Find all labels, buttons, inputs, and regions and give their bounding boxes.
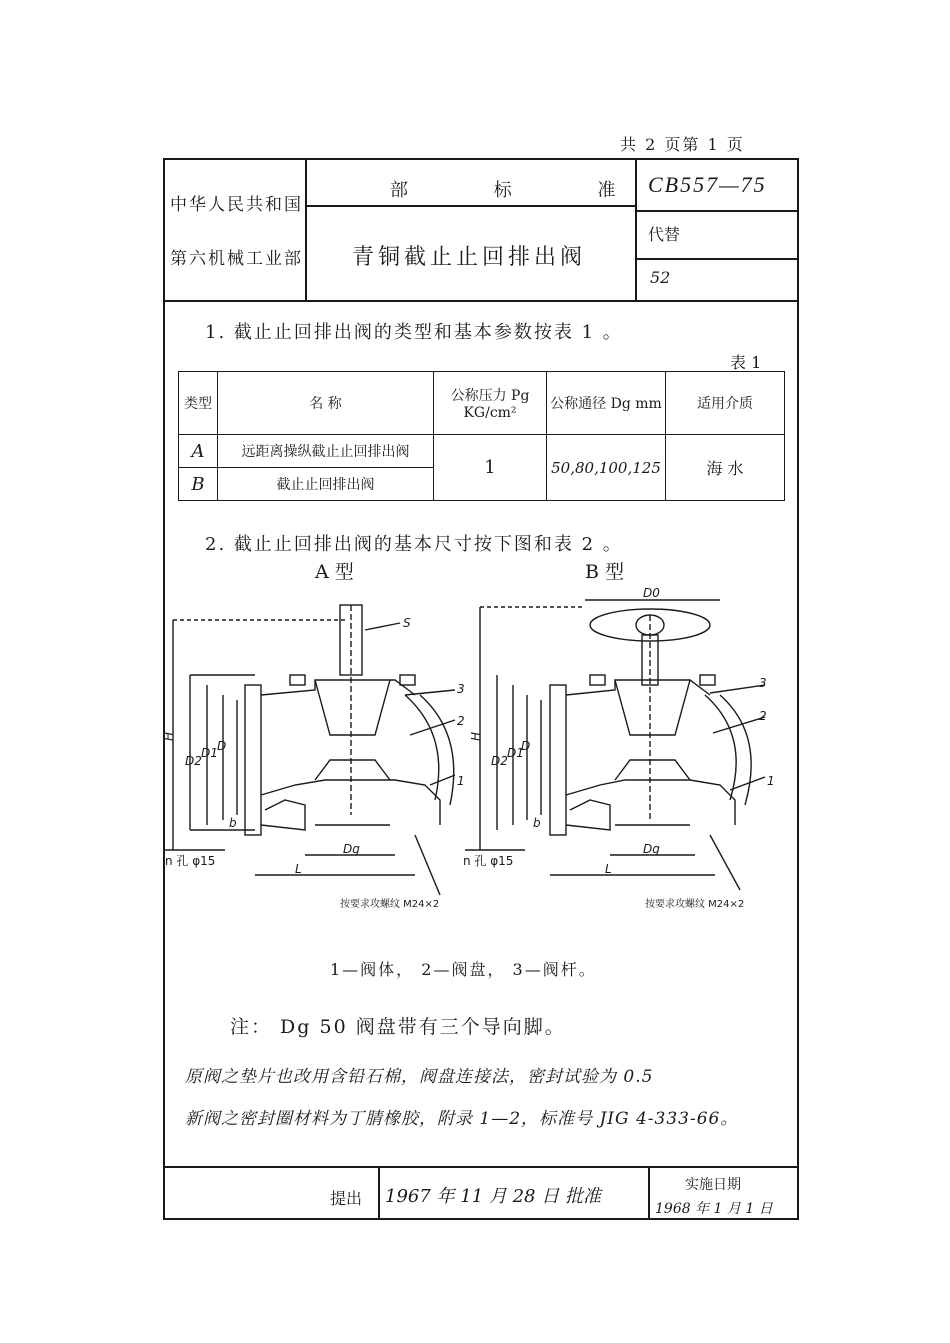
leader-line: [430, 775, 455, 785]
leader-line: [710, 835, 740, 890]
footer-divider: [378, 1166, 380, 1220]
label-b: b: [229, 816, 237, 830]
label-h: H: [469, 731, 483, 741]
label-dg: Dg: [643, 842, 660, 856]
label-part-1: 1: [457, 774, 465, 788]
leader-line: [365, 623, 400, 630]
label-d2: D2: [185, 754, 202, 768]
org-line-2: 第六机械工业部: [170, 249, 303, 269]
body-top: [261, 680, 415, 695]
approval-date: 1967 年 11 月 28 日 批准: [385, 1186, 601, 1207]
header-divider: [163, 300, 799, 302]
label-h: H: [162, 731, 176, 741]
label-dg: Dg: [343, 842, 360, 856]
leader-line: [713, 717, 765, 733]
row-type: B: [179, 468, 218, 501]
valve-disc: [615, 760, 690, 780]
label-part-1: 1: [767, 774, 775, 788]
leader-line: [710, 685, 765, 693]
table-1-label: 表 1: [730, 353, 762, 372]
label-part-3: 3: [759, 676, 767, 690]
bolt: [290, 675, 305, 685]
pressure-value: 1: [434, 435, 547, 501]
valve-bonnet: [615, 680, 690, 735]
header-divider: [635, 210, 799, 212]
document-title: 青铜截止止回排出阀: [352, 245, 587, 270]
label-l: L: [605, 862, 612, 876]
col-diameter: 公称通径 Dg mm: [547, 372, 666, 435]
header-divider: [305, 158, 307, 300]
row-type: A: [179, 435, 218, 468]
page-counter: 共 2 页第 1 页: [620, 135, 745, 154]
label-d1: D1: [507, 746, 524, 760]
inlet-flange: [245, 685, 261, 835]
label-d2: D2: [491, 754, 508, 768]
label-holes: n 孔 φ15: [463, 854, 514, 868]
header-divider: [305, 205, 635, 207]
label-holes: n 孔 φ15: [165, 854, 216, 868]
col-medium: 适用介质: [666, 372, 785, 435]
footer-divider: [648, 1166, 650, 1220]
section-1-text: 1. 截止止回排出阀的类型和基本参数按表 1 。: [205, 322, 623, 343]
bolt: [590, 675, 605, 685]
label-l: L: [295, 862, 302, 876]
note-text: 注： Dg 50 阀盘带有三个导向脚。: [230, 1016, 566, 1038]
bolt: [400, 675, 415, 685]
handwritten-line-1: 原阀之垫片也改用含铅石棉，阀盘连接法，密封试验为 0.5: [185, 1067, 654, 1087]
label-bolt: 按要求攻螺纹 M24×2: [340, 899, 440, 910]
table-row: [179, 435, 785, 468]
valve-drawings: [162, 585, 795, 925]
parameter-table: [178, 371, 785, 501]
body-inlet: [261, 800, 305, 830]
footer-divider: [163, 1166, 799, 1168]
outlet-curve: [705, 695, 736, 800]
replaces-label: 代替: [648, 225, 681, 244]
body-inlet: [566, 800, 610, 830]
parts-legend: 1—阀体， 2—阀盘， 3—阀杆。: [330, 960, 597, 979]
medium-value: 海 水: [666, 435, 785, 501]
implementation-label: 实施日期: [685, 1177, 741, 1193]
inlet-flange: [550, 685, 566, 835]
header-divider: [635, 258, 799, 260]
col-pressure: 公称压力 Pg KG/cm²: [434, 372, 547, 435]
row-name: 远距离操纵截止止回排出阀: [218, 435, 434, 468]
bolt: [700, 675, 715, 685]
label-d0: D0: [643, 586, 660, 600]
label-s: S: [403, 616, 411, 630]
handwritten-line-2: 新阀之密封圈材料为丁腈橡胶，附录 1—2，标准号 JIG 4-333-66。: [185, 1109, 739, 1129]
table-header-row: [179, 372, 785, 435]
implementation-date: 1968 年 1 月 1 日: [655, 1201, 773, 1217]
standard-type: 部 标 准: [390, 180, 656, 201]
label-d: D: [521, 739, 531, 753]
valve-bonnet: [315, 680, 390, 735]
col-name: 名 称: [218, 372, 434, 435]
valve-disc: [315, 760, 390, 780]
replaces-value: 52: [650, 268, 671, 287]
diameter-values: 50,80,100,125: [547, 435, 666, 501]
proposer-label: 提出: [330, 1189, 363, 1208]
label-bolt: 按要求攻螺纹 M24×2: [645, 899, 745, 910]
label-b: b: [533, 816, 541, 830]
standard-code: CB557—75: [648, 172, 767, 197]
section-2-text: 2. 截止止回排出阀的基本尺寸按下图和表 2 。: [205, 534, 623, 555]
label-d1: D1: [201, 746, 218, 760]
label-part-2: 2: [457, 714, 465, 728]
valve-type-b-drawing: [465, 600, 765, 890]
label-part-2: 2: [759, 709, 767, 723]
type-a-label: A 型: [315, 561, 354, 583]
type-b-label: B 型: [585, 561, 625, 583]
label-d: D: [217, 739, 227, 753]
col-type: 类型: [179, 372, 218, 435]
org-line-1: 中华人民共和国: [170, 195, 303, 215]
leader-line: [415, 835, 440, 895]
row-name: 截止止回排出阀: [218, 468, 434, 501]
label-part-3: 3: [457, 682, 465, 696]
